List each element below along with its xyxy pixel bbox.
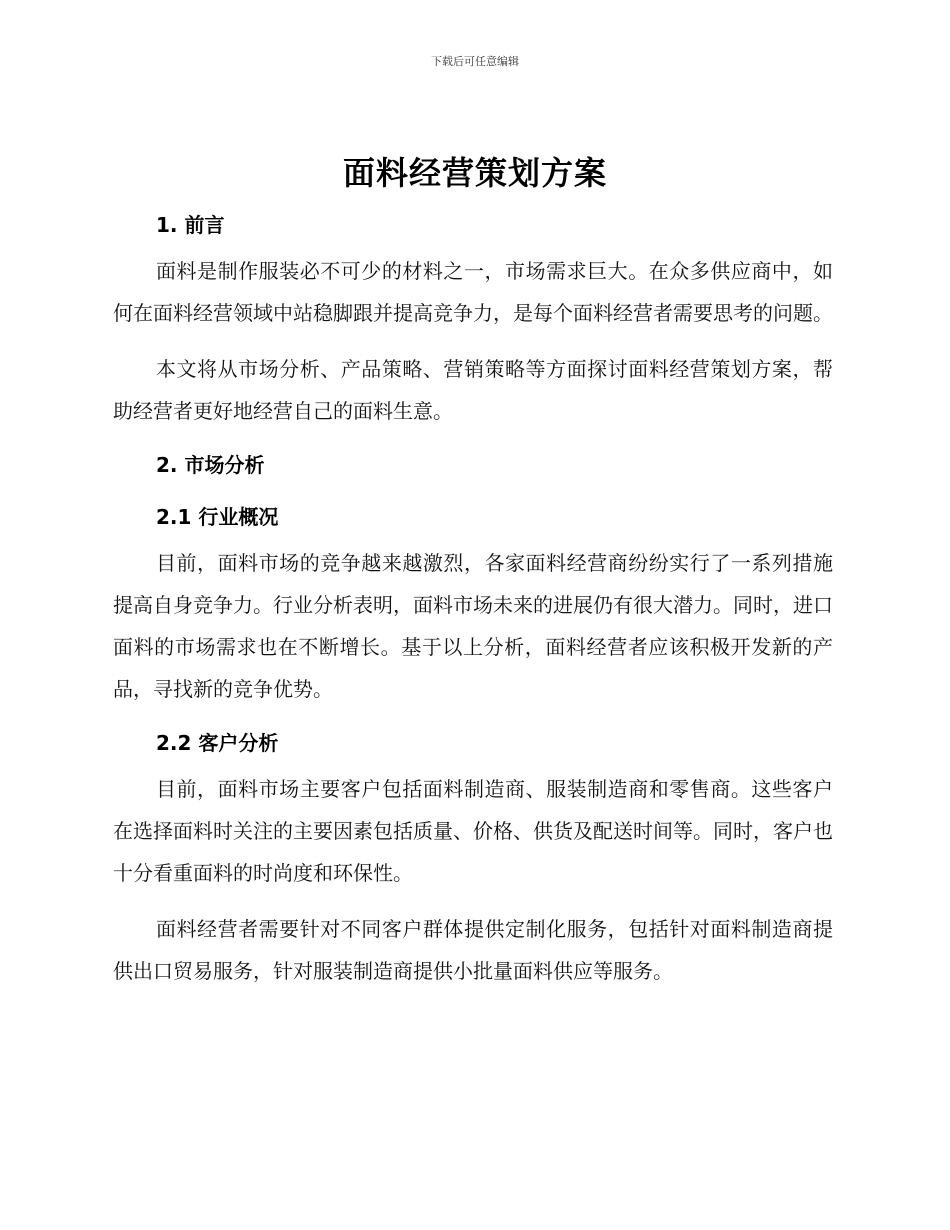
paragraph: 目前，面料市场的竞争越来越激烈，各家面料经营商纷纷实行了一系列措施提高自身竞争力。行业分析表明，面料市场未来的进展仍有很大潜力。同时，进口面料的市场需求也在不断增长。基于以上分析，面料经营者应该积极开发新的产品，寻找新的竞争优势。 <box>113 551 833 701</box>
paragraph: 本文将从市场分析、产品策略、营销策略等方面探讨面料经营策划方案，帮助经营者更好地经营自己的面料生意。 <box>113 357 833 423</box>
subsection-heading-customer-analysis: 2.2 客户分析 <box>156 731 279 755</box>
section-heading-preface: 1. 前言 <box>156 213 225 237</box>
section-heading-market-analysis: 2. 市场分析 <box>156 453 265 477</box>
document-body <box>113 200 833 992</box>
paragraph: 面料是制作服装必不可少的材料之一，市场需求巨大。在众多供应商中，如何在面料经营领域中站稳脚跟并提高竞争力，是每个面料经营者需要思考的问题。 <box>113 259 833 325</box>
page-header-note: 下载后可任意编辑 <box>431 55 519 68</box>
document-title: 面料经营策划方案 <box>342 154 607 192</box>
subsection-heading-industry-overview: 2.1 行业概况 <box>156 505 279 529</box>
paragraph: 面料经营者需要针对不同客户群体提供定制化服务，包括针对面料制造商提供出口贸易服务，针对服装制造商提供小批量面料供应等服务。 <box>113 917 833 983</box>
paragraph: 目前，面料市场主要客户包括面料制造商、服装制造商和零售商。这些客户在选择面料时关注的主要因素包括质量、价格、供货及配送时间等。同时，客户也十分看重面料的时尚度和环保性。 <box>113 777 833 885</box>
